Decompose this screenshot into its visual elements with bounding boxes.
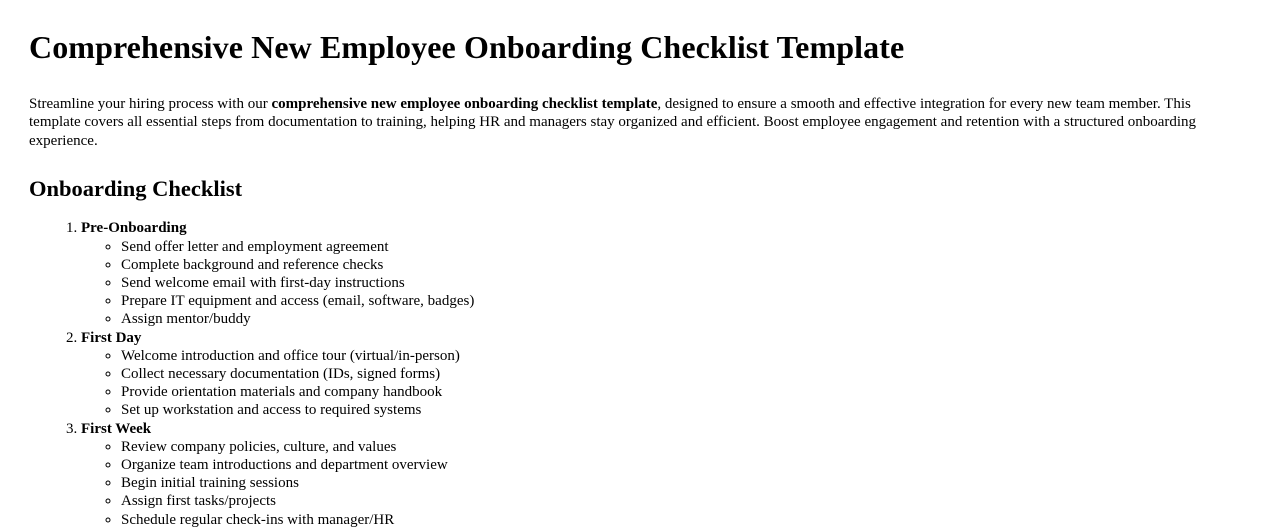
checklist-task-item: ◦ Prepare IT equipment and access (email, software, badges) bbox=[121, 292, 1240, 310]
checklist-task-item: ◦ Collect necessary documentation (IDs, signed forms) bbox=[121, 365, 1240, 383]
page-title: Comprehensive New Employee Onboarding Checklist Template bbox=[29, 29, 905, 65]
checklist-task-item: ◦ Begin initial training sessions bbox=[121, 474, 1240, 492]
checklist-task-item: ◦ Schedule regular check-ins with manager/HR bbox=[121, 511, 1240, 529]
checklist-subtask-list bbox=[81, 438, 1240, 529]
checklist-phase-label: Pre-Onboarding bbox=[81, 220, 187, 237]
section-heading-onboarding-checklist: Onboarding Checklist bbox=[29, 176, 243, 202]
checklist-task-item: ◦ Set up workstation and access to required systems bbox=[121, 401, 1240, 419]
intro-text-before-bold: Streamline your hiring process with our bbox=[29, 95, 272, 112]
checklist-phase-label: First Week bbox=[81, 420, 152, 437]
checklist-task-item: ◦ Complete background and reference checks bbox=[121, 256, 1240, 274]
checklist-subtask-list bbox=[81, 238, 1240, 329]
checklist-task-item: ◦ Welcome introduction and office tour (virtual/in-person) bbox=[121, 347, 1240, 365]
intro-bold-phrase: comprehensive new employee onboarding checklist template bbox=[271, 95, 658, 112]
checklist-task-item: ◦ Assign mentor/buddy bbox=[121, 310, 1240, 328]
checklist-task-item: ◦ Organize team introductions and department overview bbox=[121, 456, 1240, 474]
checklist-task-item: ◦ Send offer letter and employment agreement bbox=[121, 238, 1240, 256]
checklist-task-item: ◦ Review company policies, culture, and values bbox=[121, 438, 1240, 456]
checklist-subtask-list bbox=[81, 347, 1240, 420]
intro-paragraph bbox=[29, 95, 1240, 151]
intro-text-after-bold: , designed to ensure a smooth and effective integration for every new team member. This template covers all essential steps from documentation to training, helping HR and managers stay organized and efficient. Boost employee engagement and retention with a structured onboarding experience. bbox=[29, 95, 1197, 149]
checklist-phase bbox=[81, 420, 1240, 529]
checklist-phase-label: First Day bbox=[81, 329, 142, 346]
onboarding-checklist bbox=[29, 219, 1240, 528]
checklist-task-item: ◦ Send welcome email with first-day instructions bbox=[121, 274, 1240, 292]
checklist-task-item: ◦ Provide orientation materials and company handbook bbox=[121, 383, 1240, 401]
checklist-phase bbox=[81, 329, 1240, 420]
checklist-task-item: ◦ Assign first tasks/projects bbox=[121, 492, 1240, 510]
checklist-phase bbox=[81, 219, 1240, 328]
